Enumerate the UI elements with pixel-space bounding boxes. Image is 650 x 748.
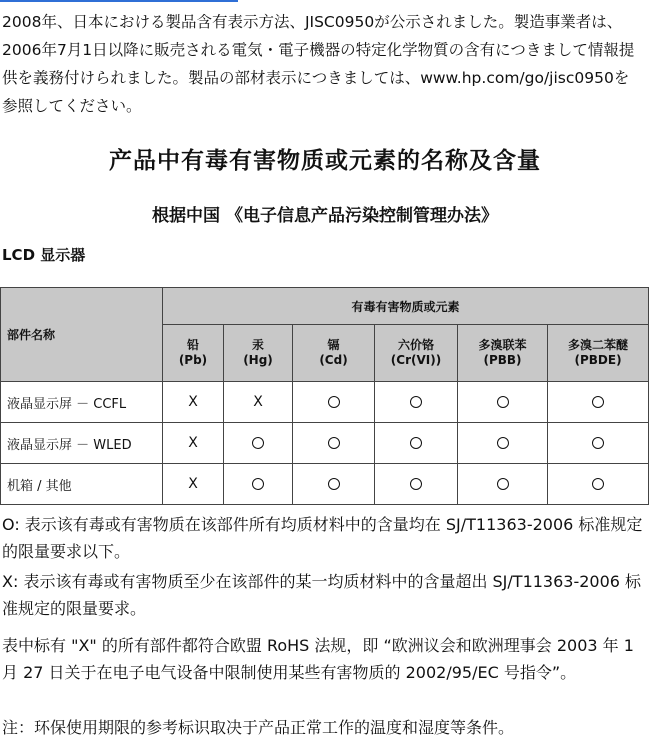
substance-mark-cell [293, 423, 375, 464]
note-x-definition: X: 表示该有毒或有害物质至少在该部件的某一均质材料中的含量超出 SJ/T11363-2006 标准规定的限量要求。 [2, 572, 642, 618]
within-limit-circle-icon [497, 437, 509, 449]
substance-name: 六价铬 [397, 338, 434, 352]
part-name-cell: 液晶显示屏 － CCFL [1, 382, 163, 423]
substance-column-header [293, 325, 375, 382]
within-limit-circle-icon [497, 396, 509, 408]
substance-symbol: (Hg) [243, 353, 273, 367]
within-limit-circle-icon [410, 396, 422, 408]
substance-mark-cell [163, 382, 224, 423]
product-label: LCD 显示器 [2, 246, 86, 264]
substance-column-header [458, 325, 548, 382]
substance-mark-cell [293, 382, 375, 423]
page-title: 产品中有毒有害物质或元素的名称及含量 [109, 148, 541, 174]
substance-mark-cell [293, 464, 375, 505]
substance-mark-cell [163, 423, 224, 464]
within-limit-circle-icon [252, 478, 264, 490]
substance-column-header [375, 325, 458, 382]
substance-mark-cell [224, 423, 293, 464]
substance-mark-cell [548, 464, 649, 505]
substance-symbol: (Cd) [319, 353, 348, 367]
substance-mark-cell [458, 382, 548, 423]
top-rule [0, 0, 238, 2]
substance-column-header [224, 325, 293, 382]
part-name-cell: 液晶显示屏 － WLED [1, 423, 163, 464]
table-row [1, 464, 649, 505]
page-subtitle: 根据中国 《电子信息产品污染控制管理办法》 [152, 206, 498, 226]
note-environmental-period: 注：环保使用期限的参考标识取决于产品正常工作的温度和湿度等条件。 [2, 718, 515, 737]
substance-name: 多溴联苯 [478, 338, 527, 352]
substance-mark-cell [163, 464, 224, 505]
within-limit-circle-icon [410, 437, 422, 449]
intro-paragraph: 2008年、日本における製品含有表示方法、JISC0950が公示されました。製造事業者は、2006年7月1日以降に販売される電気・電子機器の特定化学物質の含有につきまして情報提供を義務付けられました。製品の部材表示につきましては、www.hp.com/go/jisc0950を参照してください。 [2, 13, 635, 115]
substance-table [0, 287, 649, 505]
substance-mark-cell [375, 382, 458, 423]
exceeds-limit-mark: X [188, 394, 198, 410]
substance-name: 镉 [327, 338, 340, 352]
within-limit-circle-icon [592, 478, 604, 490]
substance-mark-cell [375, 423, 458, 464]
substance-symbol: (PBDE) [574, 353, 622, 367]
within-limit-circle-icon [410, 478, 422, 490]
substance-column-header [548, 325, 649, 382]
substance-group-header: 有毒有害物质或元素 [163, 288, 649, 325]
substance-symbol: (PBB) [483, 353, 522, 367]
substance-mark-cell [224, 464, 293, 505]
note-o-definition: O: 表示该有毒或有害物质在该部件所有均质材料中的含量均在 SJ/T11363-2006 标准规定的限量要求以下。 [2, 515, 643, 561]
substance-name: 铅 [186, 338, 199, 352]
exceeds-limit-mark: X [188, 435, 198, 451]
within-limit-circle-icon [328, 396, 340, 408]
exceeds-limit-mark: X [188, 476, 198, 492]
substance-mark-cell [458, 423, 548, 464]
substance-mark-cell [458, 464, 548, 505]
within-limit-circle-icon [328, 478, 340, 490]
part-name-cell: 机箱 / 其他 [1, 464, 163, 505]
within-limit-circle-icon [592, 396, 604, 408]
substance-mark-cell [548, 382, 649, 423]
note-rohs-compliance: 表中标有 "X" 的所有部件都符合欧盟 RoHS 法规，即 “欧洲议会和欧洲理事会 2003 年 1 月 27 日关于在电子电气设备中限制使用某些有害物质的 2002/95/EC 号指令”。 [2, 636, 634, 682]
exceeds-limit-mark: X [253, 394, 263, 410]
table-row [1, 382, 649, 423]
substance-symbol: (Cr(VI)) [390, 353, 442, 367]
within-limit-circle-icon [497, 478, 509, 490]
within-limit-circle-icon [328, 437, 340, 449]
within-limit-circle-icon [592, 437, 604, 449]
substance-mark-cell [548, 423, 649, 464]
substance-mark-cell [375, 464, 458, 505]
substance-mark-cell [224, 382, 293, 423]
table-row [1, 423, 649, 464]
substance-column-header [163, 325, 224, 382]
within-limit-circle-icon [252, 437, 264, 449]
substance-name: 汞 [251, 338, 264, 352]
part-name-header: 部件名称 [1, 288, 163, 382]
substance-symbol: (Pb) [178, 353, 208, 367]
substance-name: 多溴二苯醚 [568, 338, 629, 352]
